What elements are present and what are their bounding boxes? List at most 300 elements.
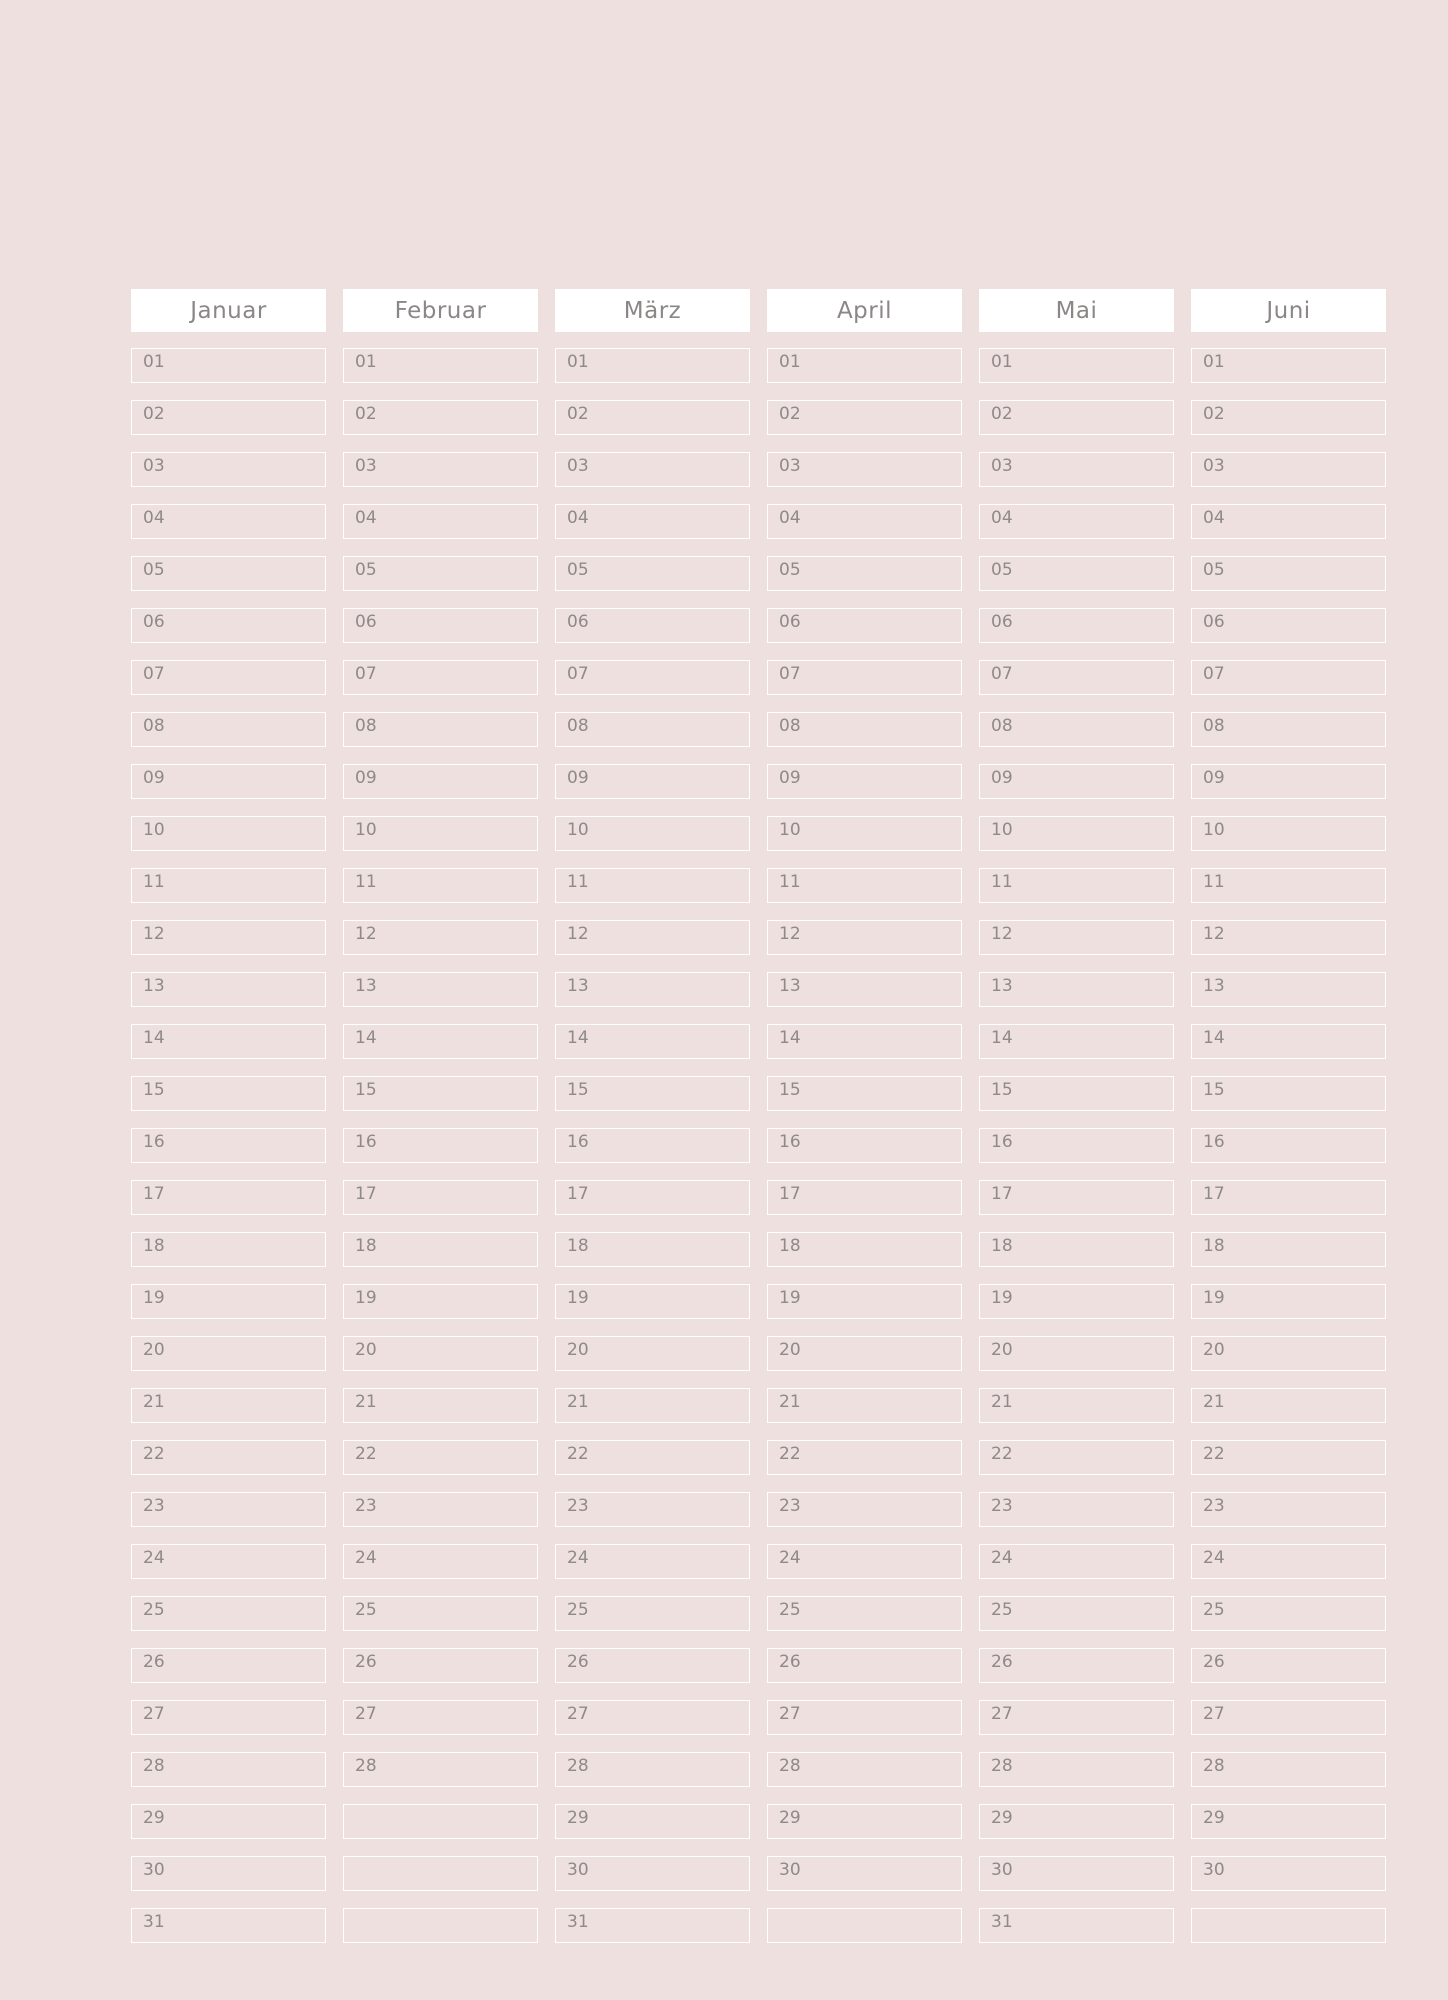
day-box[interactable] <box>979 660 1174 695</box>
day-box[interactable] <box>555 764 750 799</box>
day-box[interactable] <box>767 1388 962 1423</box>
day-number: 05 <box>143 560 165 580</box>
day-box[interactable] <box>131 1232 326 1267</box>
day-box[interactable] <box>1191 452 1386 487</box>
day-number: 12 <box>991 924 1013 944</box>
day-box[interactable] <box>343 868 538 903</box>
month-column <box>343 289 538 1943</box>
day-number: 25 <box>991 1600 1013 1620</box>
day-box[interactable] <box>979 764 1174 799</box>
day-box[interactable] <box>555 660 750 695</box>
day-number: 13 <box>991 976 1013 996</box>
day-number: 28 <box>1203 1756 1225 1776</box>
day-box[interactable] <box>1191 868 1386 903</box>
day-box[interactable] <box>767 1336 962 1371</box>
day-box[interactable] <box>1191 1388 1386 1423</box>
day-box[interactable] <box>1191 504 1386 539</box>
day-box[interactable] <box>767 660 962 695</box>
day-box[interactable] <box>555 400 750 435</box>
day-number: 04 <box>991 508 1013 528</box>
day-box[interactable] <box>555 1076 750 1111</box>
day-box[interactable] <box>979 1544 1174 1579</box>
day-box[interactable] <box>767 504 962 539</box>
day-box[interactable] <box>1191 1180 1386 1215</box>
day-number: 04 <box>567 508 589 528</box>
day-box[interactable] <box>343 660 538 695</box>
day-box[interactable] <box>343 452 538 487</box>
day-box[interactable] <box>343 1284 538 1319</box>
day-box[interactable] <box>1191 660 1386 695</box>
day-box[interactable] <box>767 1648 962 1683</box>
day-number: 14 <box>991 1028 1013 1048</box>
day-number: 18 <box>567 1236 589 1256</box>
day-number: 19 <box>567 1288 589 1308</box>
day-box[interactable] <box>131 764 326 799</box>
day-box[interactable] <box>131 816 326 851</box>
day-box[interactable] <box>979 1180 1174 1215</box>
day-box[interactable] <box>767 1700 962 1735</box>
day-box[interactable] <box>1191 556 1386 591</box>
day-box[interactable] <box>1191 1856 1386 1891</box>
day-number: 11 <box>1203 872 1225 892</box>
day-number: 03 <box>567 456 589 476</box>
day-number: 09 <box>991 768 1013 788</box>
day-box[interactable] <box>555 556 750 591</box>
day-list <box>979 348 1174 1943</box>
day-number: 03 <box>355 456 377 476</box>
day-list <box>767 348 962 1943</box>
day-box[interactable] <box>555 1024 750 1059</box>
day-list <box>555 348 750 1943</box>
day-box[interactable] <box>343 348 538 383</box>
day-number: 26 <box>355 1652 377 1672</box>
day-box[interactable] <box>343 556 538 591</box>
day-number: 25 <box>779 1600 801 1620</box>
day-number: 13 <box>779 976 801 996</box>
day-box[interactable] <box>131 1544 326 1579</box>
day-number: 22 <box>991 1444 1013 1464</box>
day-box[interactable] <box>131 1076 326 1111</box>
day-number: 29 <box>567 1808 589 1828</box>
day-number: 29 <box>1203 1808 1225 1828</box>
day-box[interactable] <box>767 868 962 903</box>
day-number: 02 <box>1203 404 1225 424</box>
day-box[interactable] <box>131 1804 326 1839</box>
day-box[interactable] <box>1191 712 1386 747</box>
day-number: 06 <box>567 612 589 632</box>
day-box[interactable] <box>555 1752 750 1787</box>
day-box[interactable] <box>555 920 750 955</box>
day-number: 18 <box>355 1236 377 1256</box>
day-box[interactable] <box>979 1388 1174 1423</box>
day-box[interactable] <box>555 1388 750 1423</box>
day-number: 01 <box>567 352 589 372</box>
day-box[interactable] <box>767 608 962 643</box>
day-box[interactable] <box>555 608 750 643</box>
day-number: 30 <box>143 1860 165 1880</box>
day-number: 06 <box>143 612 165 632</box>
day-box[interactable] <box>555 1700 750 1735</box>
day-number: 20 <box>779 1340 801 1360</box>
day-box[interactable] <box>1191 400 1386 435</box>
day-number: 26 <box>567 1652 589 1672</box>
day-number: 07 <box>779 664 801 684</box>
day-box[interactable] <box>767 452 962 487</box>
day-box[interactable] <box>343 1596 538 1631</box>
day-number: 13 <box>1203 976 1225 996</box>
day-box[interactable] <box>555 1128 750 1163</box>
day-box[interactable] <box>131 972 326 1007</box>
day-number: 02 <box>779 404 801 424</box>
day-box[interactable] <box>767 348 962 383</box>
month-planner <box>131 289 1386 1943</box>
day-number: 08 <box>779 716 801 736</box>
day-box[interactable] <box>131 1180 326 1215</box>
day-box[interactable] <box>767 972 962 1007</box>
day-number: 22 <box>567 1444 589 1464</box>
day-box[interactable] <box>767 1180 962 1215</box>
month-header: Mai <box>979 289 1174 332</box>
day-box[interactable] <box>343 1752 538 1787</box>
day-box[interactable] <box>343 1544 538 1579</box>
day-box[interactable] <box>555 1440 750 1475</box>
day-box[interactable] <box>979 556 1174 591</box>
day-box[interactable] <box>555 868 750 903</box>
day-box[interactable] <box>979 1908 1174 1943</box>
day-number: 16 <box>143 1132 165 1152</box>
day-number: 12 <box>143 924 165 944</box>
day-box[interactable] <box>979 1492 1174 1527</box>
month-column <box>979 289 1174 1943</box>
day-number: 13 <box>143 976 165 996</box>
day-number: 24 <box>355 1548 377 1568</box>
day-box[interactable] <box>343 1804 538 1839</box>
day-box[interactable] <box>1191 608 1386 643</box>
day-number: 07 <box>567 664 589 684</box>
day-number: 01 <box>779 352 801 372</box>
day-box[interactable] <box>767 920 962 955</box>
day-box[interactable] <box>767 1076 962 1111</box>
day-box[interactable] <box>131 712 326 747</box>
day-box[interactable] <box>555 1284 750 1319</box>
day-number: 30 <box>1203 1860 1225 1880</box>
day-box[interactable] <box>555 1492 750 1527</box>
day-number: 09 <box>779 768 801 788</box>
day-number: 11 <box>779 872 801 892</box>
day-box[interactable] <box>131 400 326 435</box>
day-number: 11 <box>991 872 1013 892</box>
day-box[interactable] <box>343 1492 538 1527</box>
day-number: 08 <box>1203 716 1225 736</box>
day-box[interactable] <box>131 920 326 955</box>
day-number: 22 <box>779 1444 801 1464</box>
day-box[interactable] <box>767 1128 962 1163</box>
day-box[interactable] <box>555 1180 750 1215</box>
day-number: 17 <box>1203 1184 1225 1204</box>
day-box[interactable] <box>555 1648 750 1683</box>
day-number: 08 <box>567 716 589 736</box>
day-box[interactable] <box>979 1440 1174 1475</box>
day-box[interactable] <box>979 920 1174 955</box>
day-number: 11 <box>355 872 377 892</box>
day-box[interactable] <box>979 816 1174 851</box>
day-box[interactable] <box>1191 920 1386 955</box>
day-box[interactable] <box>1191 1648 1386 1683</box>
day-box[interactable] <box>1191 348 1386 383</box>
day-number: 09 <box>355 768 377 788</box>
day-box[interactable] <box>131 1492 326 1527</box>
day-box[interactable] <box>1191 1232 1386 1267</box>
day-box[interactable] <box>979 1804 1174 1839</box>
day-box[interactable] <box>1191 1804 1386 1839</box>
day-number: 03 <box>991 456 1013 476</box>
day-box[interactable] <box>131 1596 326 1631</box>
day-number: 06 <box>1203 612 1225 632</box>
day-number: 08 <box>991 716 1013 736</box>
day-number: 19 <box>779 1288 801 1308</box>
day-number: 14 <box>1203 1028 1225 1048</box>
day-number: 14 <box>143 1028 165 1048</box>
day-box[interactable] <box>767 1440 962 1475</box>
day-number: 15 <box>355 1080 377 1100</box>
day-box[interactable] <box>555 816 750 851</box>
day-number: 07 <box>1203 664 1225 684</box>
day-box[interactable] <box>1191 1128 1386 1163</box>
day-box[interactable] <box>131 660 326 695</box>
day-box[interactable] <box>767 1492 962 1527</box>
day-box[interactable] <box>343 1648 538 1683</box>
day-box[interactable] <box>1191 1336 1386 1371</box>
day-box[interactable] <box>767 816 962 851</box>
day-box[interactable] <box>343 816 538 851</box>
day-box[interactable] <box>1191 1024 1386 1059</box>
day-box[interactable] <box>343 1076 538 1111</box>
day-box[interactable] <box>979 1076 1174 1111</box>
day-number: 24 <box>991 1548 1013 1568</box>
day-box[interactable] <box>979 1752 1174 1787</box>
day-box[interactable] <box>767 1232 962 1267</box>
day-box[interactable] <box>1191 1908 1386 1943</box>
day-box[interactable] <box>343 1128 538 1163</box>
day-box[interactable] <box>979 1700 1174 1735</box>
day-box[interactable] <box>343 972 538 1007</box>
day-number: 23 <box>355 1496 377 1516</box>
day-box[interactable] <box>979 1596 1174 1631</box>
day-box[interactable] <box>979 452 1174 487</box>
day-box[interactable] <box>1191 1284 1386 1319</box>
day-box[interactable] <box>343 712 538 747</box>
day-box[interactable] <box>979 1232 1174 1267</box>
day-box[interactable] <box>343 764 538 799</box>
day-box[interactable] <box>767 712 962 747</box>
day-box[interactable] <box>979 1336 1174 1371</box>
day-box[interactable] <box>343 608 538 643</box>
day-box[interactable] <box>555 972 750 1007</box>
month-column <box>767 289 962 1943</box>
day-number: 09 <box>1203 768 1225 788</box>
day-box[interactable] <box>343 504 538 539</box>
day-box[interactable] <box>131 1908 326 1943</box>
day-number: 23 <box>143 1496 165 1516</box>
day-box[interactable] <box>131 348 326 383</box>
day-box[interactable] <box>979 608 1174 643</box>
day-box[interactable] <box>131 1336 326 1371</box>
day-box[interactable] <box>1191 1076 1386 1111</box>
day-number: 10 <box>991 820 1013 840</box>
day-box[interactable] <box>1191 972 1386 1007</box>
day-number: 30 <box>567 1860 589 1880</box>
day-box[interactable] <box>131 1856 326 1891</box>
day-number: 26 <box>143 1652 165 1672</box>
day-box[interactable] <box>555 452 750 487</box>
day-number: 01 <box>1203 352 1225 372</box>
day-box[interactable] <box>979 868 1174 903</box>
day-box[interactable] <box>1191 1544 1386 1579</box>
day-box[interactable] <box>131 1752 326 1787</box>
day-box[interactable] <box>767 1284 962 1319</box>
day-box[interactable] <box>555 1544 750 1579</box>
day-box[interactable] <box>979 1284 1174 1319</box>
day-number: 01 <box>355 352 377 372</box>
day-box[interactable] <box>555 504 750 539</box>
day-number: 15 <box>567 1080 589 1100</box>
day-box[interactable] <box>767 1024 962 1059</box>
day-box[interactable] <box>1191 1492 1386 1527</box>
day-box[interactable] <box>979 1128 1174 1163</box>
day-number: 22 <box>355 1444 377 1464</box>
day-box[interactable] <box>131 1024 326 1059</box>
day-number: 23 <box>991 1496 1013 1516</box>
day-box[interactable] <box>131 1440 326 1475</box>
day-box[interactable] <box>1191 1752 1386 1787</box>
day-box[interactable] <box>767 1804 962 1839</box>
day-box[interactable] <box>555 1908 750 1943</box>
day-box[interactable] <box>555 1336 750 1371</box>
day-number: 10 <box>567 820 589 840</box>
day-box[interactable] <box>343 1856 538 1891</box>
day-box[interactable] <box>131 556 326 591</box>
day-box[interactable] <box>767 400 962 435</box>
day-box[interactable] <box>555 1232 750 1267</box>
day-box[interactable] <box>979 348 1174 383</box>
day-box[interactable] <box>1191 1700 1386 1735</box>
day-box[interactable] <box>131 1648 326 1683</box>
day-number: 25 <box>143 1600 165 1620</box>
day-box[interactable] <box>131 504 326 539</box>
day-box[interactable] <box>979 1024 1174 1059</box>
day-number: 05 <box>567 560 589 580</box>
day-number: 16 <box>779 1132 801 1152</box>
day-number: 31 <box>143 1912 165 1932</box>
day-number: 24 <box>567 1548 589 1568</box>
day-box[interactable] <box>555 1804 750 1839</box>
day-box[interactable] <box>343 1388 538 1423</box>
day-number: 14 <box>355 1028 377 1048</box>
day-box[interactable] <box>1191 1596 1386 1631</box>
day-box[interactable] <box>979 712 1174 747</box>
day-box[interactable] <box>767 1856 962 1891</box>
day-box[interactable] <box>343 1336 538 1371</box>
day-number: 26 <box>991 1652 1013 1672</box>
day-box[interactable] <box>343 1908 538 1943</box>
day-number: 02 <box>355 404 377 424</box>
day-box[interactable] <box>131 608 326 643</box>
day-number: 20 <box>355 1340 377 1360</box>
day-box[interactable] <box>979 1856 1174 1891</box>
day-box[interactable] <box>1191 764 1386 799</box>
day-number: 22 <box>1203 1444 1225 1464</box>
day-box[interactable] <box>343 920 538 955</box>
day-number: 16 <box>355 1132 377 1152</box>
day-box[interactable] <box>767 764 962 799</box>
day-number: 09 <box>143 768 165 788</box>
day-number: 10 <box>1203 820 1225 840</box>
day-number: 05 <box>1203 560 1225 580</box>
day-box[interactable] <box>767 1596 962 1631</box>
day-box[interactable] <box>343 1232 538 1267</box>
day-box[interactable] <box>767 1544 962 1579</box>
day-box[interactable] <box>131 1388 326 1423</box>
month-column <box>555 289 750 1943</box>
day-number: 19 <box>143 1288 165 1308</box>
day-number: 16 <box>1203 1132 1225 1152</box>
day-box[interactable] <box>555 1596 750 1631</box>
day-box[interactable] <box>979 1648 1174 1683</box>
day-box[interactable] <box>555 1856 750 1891</box>
day-number: 31 <box>567 1912 589 1932</box>
day-list <box>131 348 326 1943</box>
day-number: 10 <box>355 820 377 840</box>
day-number: 17 <box>567 1184 589 1204</box>
day-box[interactable] <box>979 972 1174 1007</box>
day-box[interactable] <box>343 1024 538 1059</box>
day-box[interactable] <box>1191 816 1386 851</box>
day-number: 20 <box>991 1340 1013 1360</box>
day-box[interactable] <box>343 1700 538 1735</box>
day-number: 25 <box>1203 1600 1225 1620</box>
day-box[interactable] <box>343 1440 538 1475</box>
day-number: 12 <box>567 924 589 944</box>
day-box[interactable] <box>767 1752 962 1787</box>
day-number: 07 <box>143 664 165 684</box>
day-box[interactable] <box>131 452 326 487</box>
day-number: 25 <box>567 1600 589 1620</box>
day-box[interactable] <box>555 712 750 747</box>
day-box[interactable] <box>131 1284 326 1319</box>
day-box[interactable] <box>131 1128 326 1163</box>
day-number: 12 <box>355 924 377 944</box>
day-box[interactable] <box>1191 1440 1386 1475</box>
day-number: 27 <box>567 1704 589 1724</box>
day-number: 04 <box>355 508 377 528</box>
day-number: 27 <box>1203 1704 1225 1724</box>
day-box[interactable] <box>555 348 750 383</box>
day-number: 03 <box>143 456 165 476</box>
day-number: 16 <box>991 1132 1013 1152</box>
day-box[interactable] <box>131 868 326 903</box>
day-box[interactable] <box>343 400 538 435</box>
day-box[interactable] <box>979 504 1174 539</box>
day-box[interactable] <box>979 400 1174 435</box>
day-box[interactable] <box>343 1180 538 1215</box>
day-number: 01 <box>991 352 1013 372</box>
day-number: 17 <box>355 1184 377 1204</box>
day-number: 21 <box>779 1392 801 1412</box>
day-box[interactable] <box>767 1908 962 1943</box>
day-box[interactable] <box>131 1700 326 1735</box>
day-box[interactable] <box>767 556 962 591</box>
day-number: 05 <box>779 560 801 580</box>
